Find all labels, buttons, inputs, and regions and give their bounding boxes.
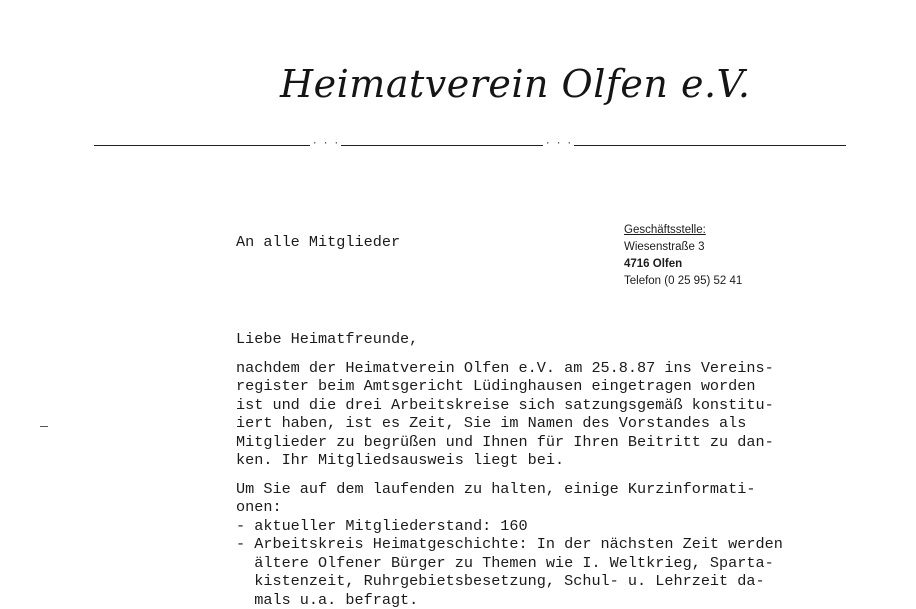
list-item-continuation: kistenzeit, Ruhrgebietsbesetzung, Schul- u. Lehrzeit da- <box>236 572 836 591</box>
rule-ornament-right: · · · <box>543 139 574 149</box>
office-phone: Telefon (0 25 95) 52 41 <box>624 273 742 290</box>
list-item: - aktueller Mitgliederstand: 160 <box>236 517 836 536</box>
recipient-line: An alle Mitglieder <box>236 233 400 251</box>
list-item-continuation: ältere Olfener Bürger zu Themen wie I. Weltkrieg, Sparta- <box>236 554 836 573</box>
paragraph1-line: nachdem der Heimatverein Olfen e.V. am 25.8.87 ins Vereins- <box>236 359 836 378</box>
list-item-continuation: mals u.a. befragt. <box>236 591 836 609</box>
paragraph1-line: register beim Amtsgericht Lüdinghausen eingetragen worden <box>236 377 836 396</box>
margin-fold-mark <box>40 426 48 427</box>
letter-body <box>236 330 836 609</box>
list-item: - Arbeitskreis Heimatgeschichte: In der nächsten Zeit werden <box>236 535 836 554</box>
paragraph1-line: iert haben, ist es Zeit, Sie im Namen des Vorstandes als <box>236 414 836 433</box>
office-title: Geschäftsstelle: <box>624 222 742 239</box>
paragraph2-line: onen: <box>236 498 836 517</box>
salutation: Liebe Heimatfreunde, <box>236 330 836 349</box>
letterhead-rule <box>94 145 846 146</box>
office-street: Wiesenstraße 3 <box>624 239 742 256</box>
rule-ornament-left: · · · <box>310 139 341 149</box>
letterhead-title: Heimatverein Olfen e.V. <box>280 62 750 106</box>
paragraph1-line: Mitglieder zu begrüßen und Ihnen für Ihren Beitritt zu dan- <box>236 433 836 452</box>
paragraph2-line: Um Sie auf dem laufenden zu halten, einige Kurzinformati- <box>236 480 836 499</box>
paragraph1-line: ist und die drei Arbeitskreise sich satzungsgemäß konstitu- <box>236 396 836 415</box>
office-address-block <box>624 222 742 290</box>
office-city: 4716 Olfen <box>624 256 742 273</box>
paragraph1-line: ken. Ihr Mitgliedsausweis liegt bei. <box>236 451 836 470</box>
